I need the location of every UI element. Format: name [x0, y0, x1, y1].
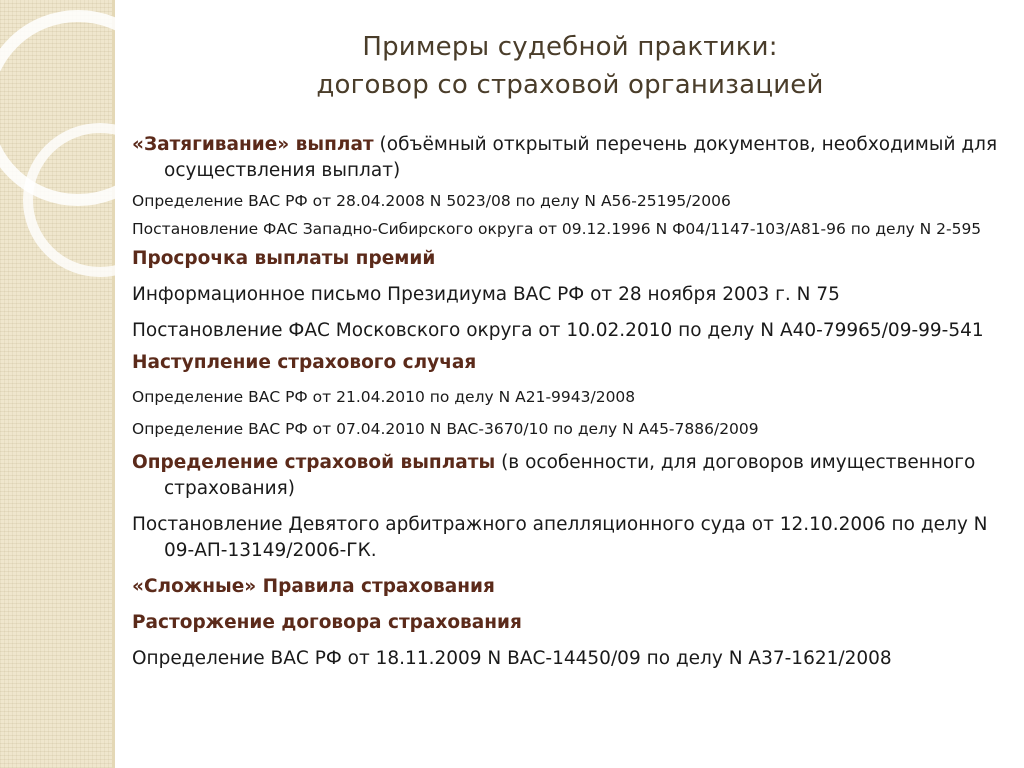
item-payment-heading: Определение страховой выплаты [132, 452, 496, 473]
title-line-2: договор со страховой организацией [316, 70, 824, 100]
ring-large [0, 16, 150, 200]
item-payment-note: (в особенности, для договоров имущественного страхования) [164, 452, 976, 499]
case-9aas-2006: Постановление Девятого арбитражного апелляционного суда от 12.10.2006 по делу N 09-АП-13149/2006-ГК. [132, 514, 988, 561]
case-vas-07-04-2010: Определение ВАС РФ от 07.04.2010 N ВАС-3670/10 по делу N А45-7886/2009 [132, 420, 759, 438]
heading-termination: Расторжение договора страхования [132, 612, 522, 633]
case-vas-18-11-2009: Определение ВАС РФ от 18.11.2009 N ВАС-14450/09 по делу N А37-1621/2008 [132, 648, 892, 669]
slide-content [132, 132, 1012, 672]
case-fas-zsib-1996: Постановление ФАС Западно-Сибирского округа от 09.12.1996 N Ф04/1147-103/А81-96 по делу N 2-595 [132, 220, 982, 238]
heading-insured-event: Наступление страхового случая [132, 352, 477, 373]
heading-complex-rules: «Сложные» Правила страхования [132, 576, 495, 597]
case-vas-2008: Определение ВАС РФ от 28.04.2008 N 5023/08 по делу N А56-25195/2006 [132, 192, 731, 210]
case-vas-21-04-2010: Определение ВАС РФ от 21.04.2010 по делу N А21-9943/2008 [132, 388, 636, 406]
case-info-letter-2003: Информационное письмо Президиума ВАС РФ от 28 ноября 2003 г. N 75 [132, 284, 840, 305]
item-delay-note: (объёмный открытый перечень документов, необходимый для осуществления выплат) [164, 134, 998, 181]
item-delay-of-payments [132, 132, 1012, 184]
title-line-1: Примеры судебной практики: [362, 32, 778, 62]
case-fas-mosc-2010: Постановление ФАС Московского округа от 10.02.2010 по делу N А40-79965/09-99-541 [132, 320, 984, 341]
slide-title [130, 28, 1010, 104]
heading-premium-delay: Просрочка выплаты премий [132, 248, 436, 269]
item-delay-heading: «Затягивание» выплат [132, 134, 374, 155]
decorative-rings [0, 0, 150, 330]
item-payment-determination [132, 450, 1012, 502]
